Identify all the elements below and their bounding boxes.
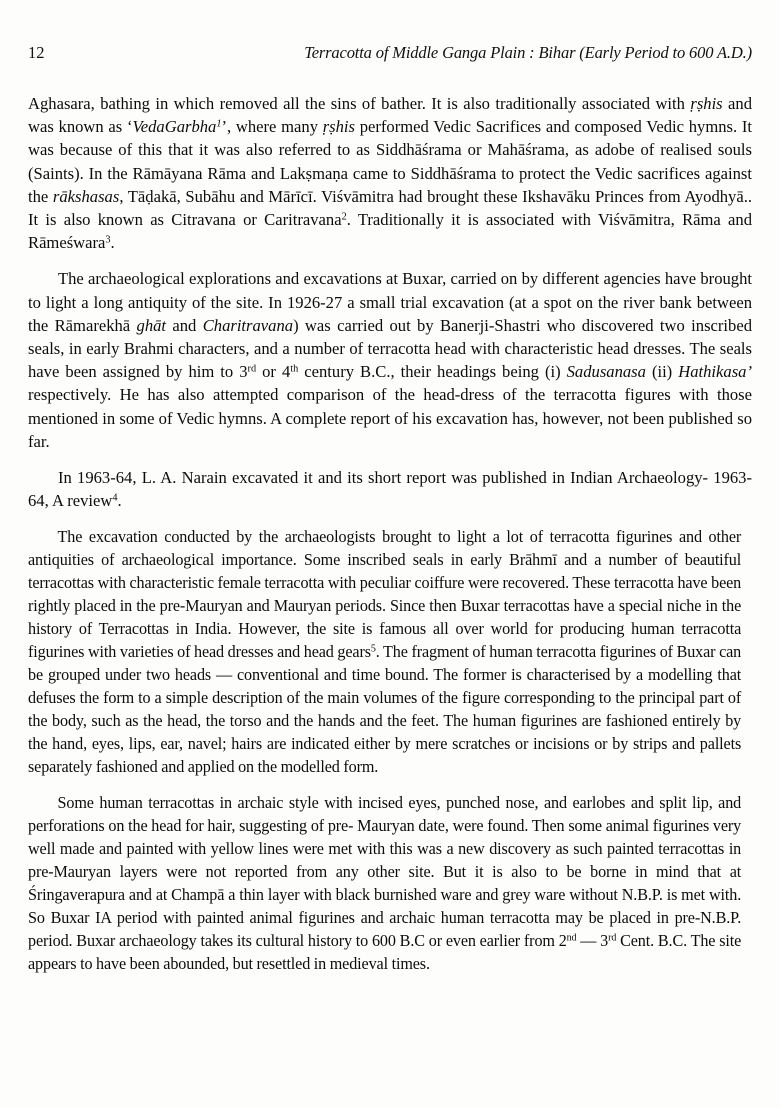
running-title: Terracotta of Middle Ganga Plain : Bihar (Early Period to 600 A.D.) xyxy=(304,43,752,62)
text-run: and xyxy=(166,315,203,335)
text-run: Some human terracottas in archaic style with incised eyes, punched nose, and earlobes and split lip, and perforations on the head for hair, suggesting of pre- Mauryan date, were found. Then some animal figurines very well made and painted with yellow lines were met with this was a new discovery as such painted terracottas in pre-Mauryan layers were not reported from any other site. But it is also to be borne in mind that at Śringaverapura and at Champā a thin layer with black burnished ware and grey ware without N.B.P. is met with. So Buxar IA period with painted animal figurines and archaic human terracotta may be placed in pre-N.B.P. period. Buxar archaeology takes its cultural history to 600 B.C or even earlier from 2 xyxy=(28,793,742,951)
text-run: ) was carried out by Banerji-Shastri who discovered two inscribed seals, in early Brahmi characters, and a number of terracotta head with characteristic head dresses. The seals have been assigned by him to 3 xyxy=(28,315,752,382)
italic-text: Sadusanasa xyxy=(566,362,646,382)
text-run: (ii) xyxy=(645,362,679,382)
paragraph xyxy=(28,92,752,254)
text-run: Aghasara, bathing in which removed all the sins of bather. It is also traditionally associated with xyxy=(28,94,691,113)
superscript-marker: 1 xyxy=(216,118,222,130)
superscript-marker: th xyxy=(290,363,299,375)
superscript-marker: nd xyxy=(566,933,577,945)
superscript-marker: rd xyxy=(608,933,617,945)
page-number: 12 xyxy=(28,43,45,62)
text-run: . xyxy=(110,233,115,253)
paragraph xyxy=(28,525,741,778)
text-run: . Traditionally it is associated with Viśvāmitra, Rāma and Rāmeśwara xyxy=(28,210,753,253)
text-run: . xyxy=(117,491,122,511)
paragraph xyxy=(28,466,752,512)
body-text-block xyxy=(28,92,752,975)
superscript-marker: 2 xyxy=(341,211,347,223)
italic-text: Hathikasa’ xyxy=(678,362,752,382)
italic-text: rākshasas xyxy=(52,186,120,206)
superscript-marker: rd xyxy=(247,363,257,375)
superscript-marker: 3 xyxy=(105,234,111,246)
text-run: century B.C., their headings being (i) xyxy=(298,362,567,382)
italic-text: ṛṣhis xyxy=(322,117,355,137)
text-run: performed Vedic Sacrifices and composed Vedic hymns. It was because of this that it was also referred to as Siddhāśrama or Mahāśrama, as adobe of realised souls (Saints). In the Rāmāyana Rāma and Lakṣmaṇa came to Siddhāśrama to protect the Vedic sacrifices against the xyxy=(28,117,752,206)
italic-text: ṛṣhis xyxy=(690,94,723,113)
text-run: Cent. B.C. The site appears to have been abounded, but resettled in medieval times. xyxy=(28,931,742,974)
text-run: In 1963-64, L. A. Narain excavated it and its short report was published in Indian Archaeology- 1963-64, A review xyxy=(28,468,752,511)
text-run: ’, where many xyxy=(221,117,323,137)
text-run: The excavation conducted by the archaeologists brought to light a lot of terracotta figurines and other antiquities of archaeological importance. Some inscribed seals in early Brāhmī and a number of beautiful terracottas with characteristic female terracotta with peculiar coiffure were recovered. These terracotta have been rightly placed in the pre-Mauryan and Mauryan periods. Since then Buxar terracottas have a special niche in the history of Terracottas in India. However, the site is famous all over world for producing human terracotta figurines with varieties of head dresses and head gears xyxy=(28,527,742,662)
text-run: or 4 xyxy=(256,362,291,382)
text-run: The archaeological explorations and excavations at Buxar, carried on by different agencies have brought to light a long antiquity of the site. In 1926-27 a small trial excavation (at a spot on the river bank between the Rāmarekhā xyxy=(28,269,752,335)
paragraph xyxy=(28,267,752,453)
running-head xyxy=(28,42,752,66)
text-run: and was known as ‘ xyxy=(28,94,752,137)
text-run: respectively. He has also attempted comparison of the head-dress of the terracotta figures with those mentioned in some of Vedic hymns. A complete report of his excavation has, however, not been published so far. xyxy=(28,385,752,451)
text-run: , Tāḍakā, Subāhu and Mārīcī. Viśvāmitra had brought these Ikshavāku Princes from Ayodhyā.. It is also known as Citravana or Caritravana xyxy=(28,186,753,230)
italic-text: Charitravana xyxy=(202,315,294,335)
text-run: . The fragment of human terracotta figurines of Buxar can be grouped under two heads — conventional and time bound. The former is characterised by a modelling that defuses the form to a simple description of the main volumes of the figure corresponding to the principal part of the body, such as the head, the torso and the hands and the feet. The human figurines are fashioned entirely by the hand, eyes, lips, ear, navel; hairs are indicated either by mere scratches or incisions or by strips and pallets separately fashioned and applied on the modelled form. xyxy=(28,642,742,777)
italic-text: VedaGarbha xyxy=(132,117,217,137)
paragraph xyxy=(28,791,741,975)
italic-text: ghāt xyxy=(136,315,167,335)
text-run: — 3 xyxy=(576,931,609,951)
superscript-marker: 4 xyxy=(112,492,118,504)
superscript-marker: 5 xyxy=(370,644,376,656)
